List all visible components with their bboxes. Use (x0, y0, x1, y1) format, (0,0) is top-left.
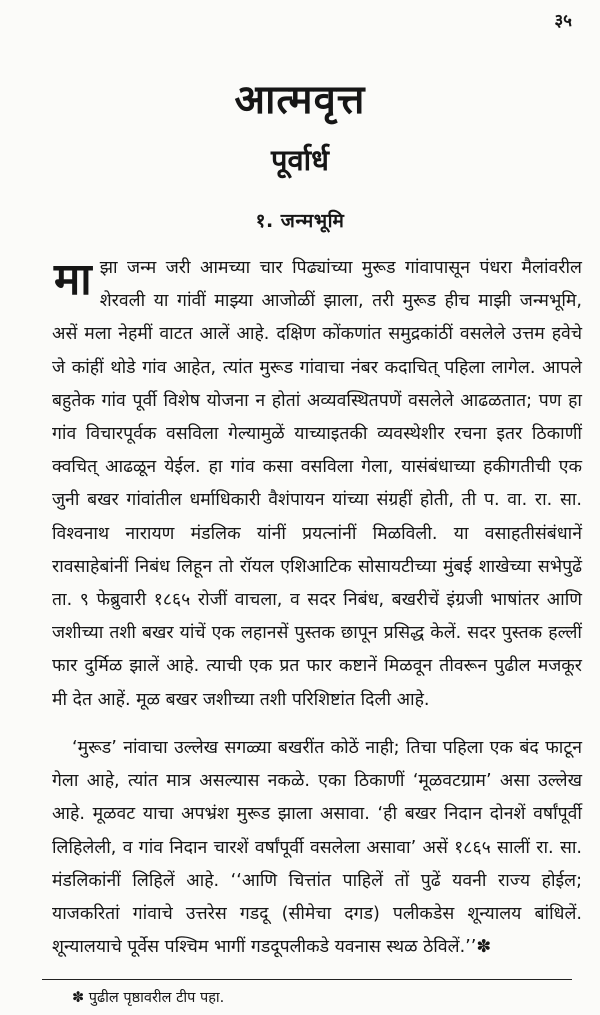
paragraph-2 (52, 732, 582, 964)
footnote: ✽ पुढील पृष्ठावरील टीप पहा. (72, 990, 225, 1006)
drop-cap: मा (54, 254, 92, 305)
paragraph-2-text: ‘मुरूड’ नांवाचा उल्लेख सगळ्या बखरींत कोठें नाही; तिचा पहिला एक बंद फाटून गेला आहे, त्यांत मात्र असल्यास नकळे. एका ठिकाणीं ‘मूळवटग्राम’ असा उल्लेख आहे. मूळवट याचा अपभ्रंश मुरूड झाला असावा. ‘ही बखर निदान दोनशें वर्षांपूर्वी लिहिलेली, व गांव निदान चारशें वर्षांपूर्वी वसलेला असावा’ असें १८६५ सालीं रा. सा. मंडलिकांनीं लिहिलें आहे. ‘‘आणि चित्तांत पाहिलें तों पुढें यवनी राज्य होईल; याजकरितां गांवाचे उत्तरेस गडदू (सीमेचा दगड) पलीकडेस शून्यालय बांधिलें. शून्यालयाचे पूर्वेस पश्चिम भागीं गडदूपलीकडे यवनास स्थळ ठेविलें.’’✽ (52, 738, 582, 958)
section-heading: १. जन्मभूमि (255, 210, 345, 232)
page-subtitle: पूर्वार्ध (271, 143, 329, 177)
page-number: ३५ (554, 11, 572, 31)
paragraph-1-text: झा जन्म जरी आमच्या चार पिढ्यांच्या मुरूड गांवापासून पंधरा मैलांवरील शेरवली या गांवीं माझ्या आजोळीं झाला, तरी मुरूड हीच माझी जन्मभूमि, असें मला नेहमीं वाटत आलें आहे. दक्षिण कोंकणांत समुद्रकांठीं वसलेले उत्तम हवेचे जे कांहीं थोडे गांव आहेत, त्यांत मुरूड गांवाचा नंबर कदाचित् पहिला लागेल. आपले बहुतेक गांव पूर्वी विशेष योजना न होतां अव्यवस्थितपणें वसलेले आढळतात; पण हा गांव विचारपूर्वक वसविला गेल्यामुळें याच्याइतकी व्यवस्थेशीर रचना इतर ठिकाणीं क्वचित् आढळून येईल. हा गांव कसा वसविला गेला, यासंबंधाच्या हकीगतीची एक जुनी बखर गांवांतील धर्माधिकारी वैशंपायन यांच्या संग्रहीं होती, ती प. वा. रा. सा. विश्वनाथ नारायण मंडलिक यांनीं प्रयत्नांनीं मिळविली. या वसाहतीसंबंधानें रावसाहेबांनीं निबंध लिहून तो रॉयल एशिआटिक सोसायटीच्या मुंबई शाखेच्या सभेपुढें ता. ९ फेब्रुवारी १८६५ रोजीं वाचला, व सदर निबंध, बखरीचें इंग्रजी भाषांतर आणि जशीच्या तशी बखर यांचें एक लहानसें पुस्तक छापून प्रसिद्ध केलें. सदर पुस्तक हल्लीं फार दुर्मिळ झालें आहे. त्याची एक प्रत फार कष्टानें मिळवून तीवरून पुढील मजकूर मी देत आहें. मूळ बखर जशीच्या तशी परिशिष्टांत दिली आहे. (52, 258, 582, 710)
paragraph-1 (52, 252, 582, 717)
footnote-divider (42, 979, 572, 980)
page-title: आत्मवृत्त (234, 77, 366, 123)
